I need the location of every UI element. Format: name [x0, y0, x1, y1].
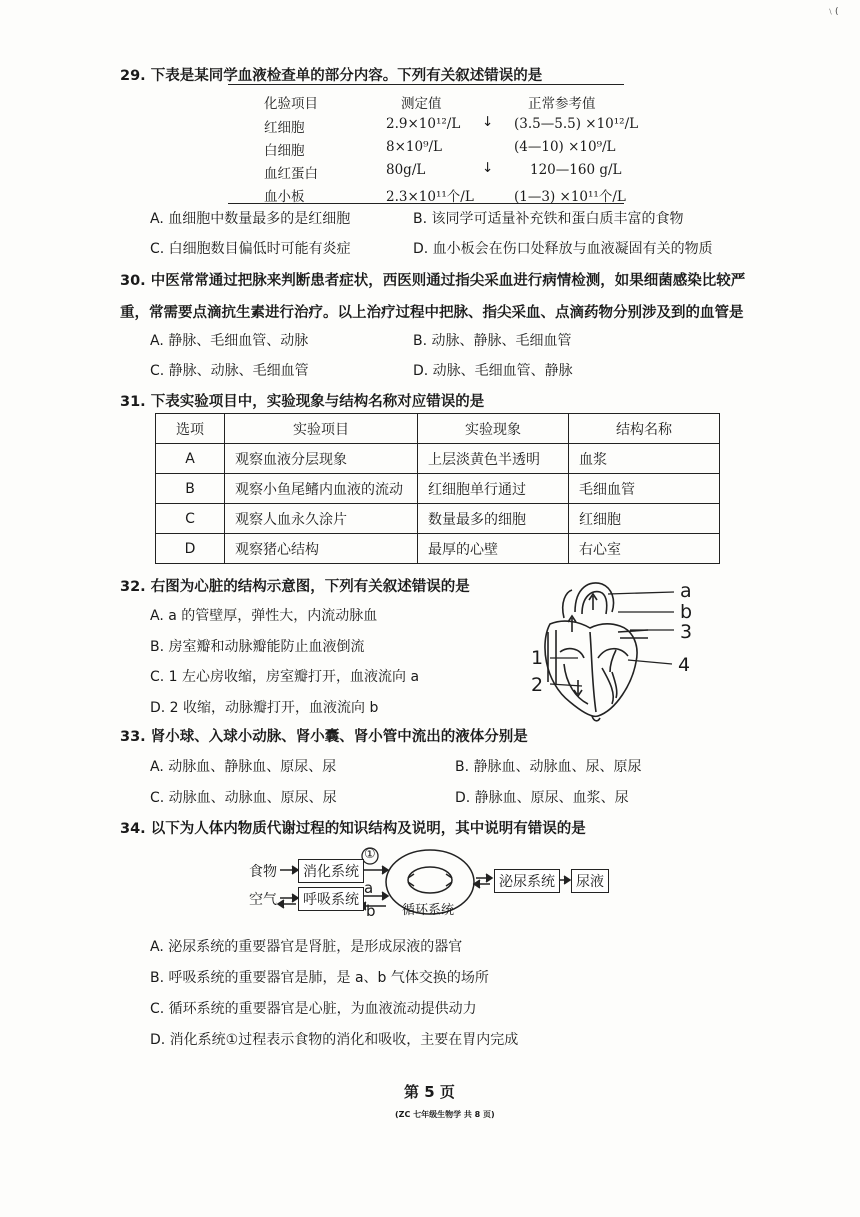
q29-row-item: 红细胞 [264, 120, 305, 136]
table-cell: C [156, 504, 225, 534]
table-header-row [156, 414, 720, 444]
table-cell: D [156, 534, 225, 564]
q29-stem: 29. 下表是某同学血液检查单的部分内容。下列有关叙述错误的是 [120, 68, 543, 84]
q33-option-a[interactable]: A. 动脉血、静脉血、原尿、尿 [150, 759, 337, 775]
q29-table-top-rule [228, 84, 624, 85]
table-row [156, 474, 720, 504]
q30-option-c[interactable]: C. 静脉、动脉、毛细血管 [150, 363, 309, 379]
page-footer-note: (ZC 七年级生物学 共 8 页) [395, 1110, 495, 1119]
q29-row-value: 80g/L [386, 162, 426, 178]
q34-option-b[interactable]: B. 呼吸系统的重要器官是肺，是 a、b 气体交换的场所 [150, 970, 489, 986]
diagram-food-label: 食物 [249, 864, 277, 880]
q29-row-ref: (1—3) ×10¹¹个/L [514, 189, 626, 205]
table-cell: 观察小鱼尾鳍内血液的流动 [225, 474, 418, 504]
table-cell: 红细胞 [569, 504, 720, 534]
q34-stem: 34. 以下为人体内物质代谢过程的知识结构及说明，其中说明有错误的是 [120, 821, 586, 837]
q29-row-item: 白细胞 [264, 143, 305, 159]
q29-option-c[interactable]: C. 白细胞数目偏低时可能有炎症 [150, 241, 351, 257]
q29-option-a[interactable]: A. 血细胞中数量最多的是红细胞 [150, 211, 351, 227]
q31-stem: 31. 下表实验项目中，实验现象与结构名称对应错误的是 [120, 394, 485, 410]
q30-option-b[interactable]: B. 动脉、静脉、毛细血管 [413, 333, 572, 349]
table-cell: 观察猪心结构 [225, 534, 418, 564]
q32-option-a[interactable]: A. a 的管壁厚，弹性大，内流动脉血 [150, 608, 378, 624]
q29-row-ref: (3.5—5.5) ×10¹²/L [514, 116, 639, 132]
diagram-label-a: a [364, 879, 374, 897]
q29-row-value: 2.9×10¹²/L [386, 116, 461, 132]
q29-row-item: 血红蛋白 [264, 166, 318, 182]
q29-header-ref: 正常参考值 [528, 96, 596, 112]
q30-stem-line1: 30. 中医常常通过把脉来判断患者症状，西医则通过指尖采血进行病情检测，如果细菌感染比较严 [120, 273, 746, 289]
table-header-cell: 实验项目 [225, 414, 418, 444]
heart-label-3: 3 [680, 621, 693, 643]
q29-option-b[interactable]: B. 该同学可适量补充铁和蛋白质丰富的食物 [413, 211, 684, 227]
q34-option-c[interactable]: C. 循环系统的重要器官是心脏，为血液流动提供动力 [150, 1001, 477, 1017]
q29-row-ref: 120—160 g/L [530, 162, 622, 178]
table-cell: 观察人血永久涂片 [225, 504, 418, 534]
q29-row-flag-down-icon: ↓ [482, 114, 494, 130]
table-cell: 数量最多的细胞 [418, 504, 569, 534]
table-row [156, 444, 720, 474]
table-header-cell: 实验现象 [418, 414, 569, 444]
q29-row-value: 8×10⁹/L [386, 139, 443, 155]
table-cell: B [156, 474, 225, 504]
heart-label-1: 1 [531, 647, 544, 669]
table-row [156, 534, 720, 564]
q30-stem-line2: 重，常需要点滴抗生素进行治疗。以上治疗过程中把脉、指尖采血、点滴药物分别涉及到的血管是 [120, 305, 744, 321]
table-cell: 红细胞单行通过 [418, 474, 569, 504]
q29-row-ref: (4—10) ×10⁹/L [514, 139, 616, 155]
q32-option-c[interactable]: C. 1 左心房收缩，房室瓣打开，血液流向 a [150, 669, 420, 685]
table-cell: 毛细血管 [569, 474, 720, 504]
diagram-respiratory-box: 呼吸系统 [298, 887, 364, 911]
heart-label-a: a [680, 580, 692, 602]
q33-option-d[interactable]: D. 静脉血、原尿、血浆、尿 [455, 790, 629, 806]
diagram-label-b: b [366, 902, 376, 920]
table-cell: 血浆 [569, 444, 720, 474]
diagram-circulatory-label: 循环系统 [402, 903, 455, 918]
table-header-cell: 结构名称 [569, 414, 720, 444]
q29-header-item: 化验项目 [264, 96, 318, 112]
heart-diagram [520, 572, 700, 722]
table-cell: 右心室 [569, 534, 720, 564]
q29-row-value: 2.3×10¹¹个/L [386, 189, 474, 205]
diagram-air-label: 空气 [249, 892, 277, 908]
q32-stem: 32. 右图为心脏的结构示意图，下列有关叙述错误的是 [120, 579, 470, 595]
table-header-cell: 选项 [156, 414, 225, 444]
q33-option-c[interactable]: C. 动脉血、动脉血、原尿、尿 [150, 790, 337, 806]
q29-option-d[interactable]: D. 血小板会在伤口处释放与血液凝固有关的物质 [413, 241, 713, 257]
q33-option-b[interactable]: B. 静脉血、动脉血、尿、原尿 [455, 759, 642, 775]
diagram-circle1-label: ① [364, 847, 376, 862]
q29-table-bottom-rule [228, 203, 624, 204]
q30-option-d[interactable]: D. 动脉、毛细血管、静脉 [413, 363, 573, 379]
q32-option-b[interactable]: B. 房室瓣和动脉瓣能防止血液倒流 [150, 639, 365, 655]
table-cell: 观察血液分层现象 [225, 444, 418, 474]
diagram-digestive-box: 消化系统 [298, 859, 364, 883]
table-cell: 上层淡黄色半透明 [418, 444, 569, 474]
diagram-urine-box: 尿液 [571, 869, 609, 893]
q29-row-flag-down-icon: ↓ [482, 160, 494, 176]
heart-label-2: 2 [531, 674, 544, 696]
q31-table [155, 413, 720, 564]
table-row [156, 504, 720, 534]
q29-row-item: 血小板 [264, 189, 305, 205]
q34-option-d[interactable]: D. 消化系统①过程表示食物的消化和吸收，主要在胃内完成 [150, 1032, 519, 1048]
q29-header-value: 测定值 [401, 96, 442, 112]
table-cell: A [156, 444, 225, 474]
diagram-urinary-box: 泌尿系统 [494, 869, 560, 893]
q34-option-a[interactable]: A. 泌尿系统的重要器官是肾脏，是形成尿液的器官 [150, 939, 463, 955]
corner-mark: ﹨( [826, 7, 839, 17]
q32-option-d[interactable]: D. 2 收缩，动脉瓣打开，血液流向 b [150, 700, 379, 716]
q33-stem: 33. 肾小球、入球小动脉、肾小囊、肾小管中流出的液体分别是 [120, 729, 528, 745]
heart-label-4: 4 [678, 654, 691, 676]
table-cell: 最厚的心壁 [418, 534, 569, 564]
q30-option-a[interactable]: A. 静脉、毛细血管、动脉 [150, 333, 309, 349]
page-number: 第 5 页 [404, 1083, 455, 1101]
heart-label-b: b [680, 601, 693, 623]
